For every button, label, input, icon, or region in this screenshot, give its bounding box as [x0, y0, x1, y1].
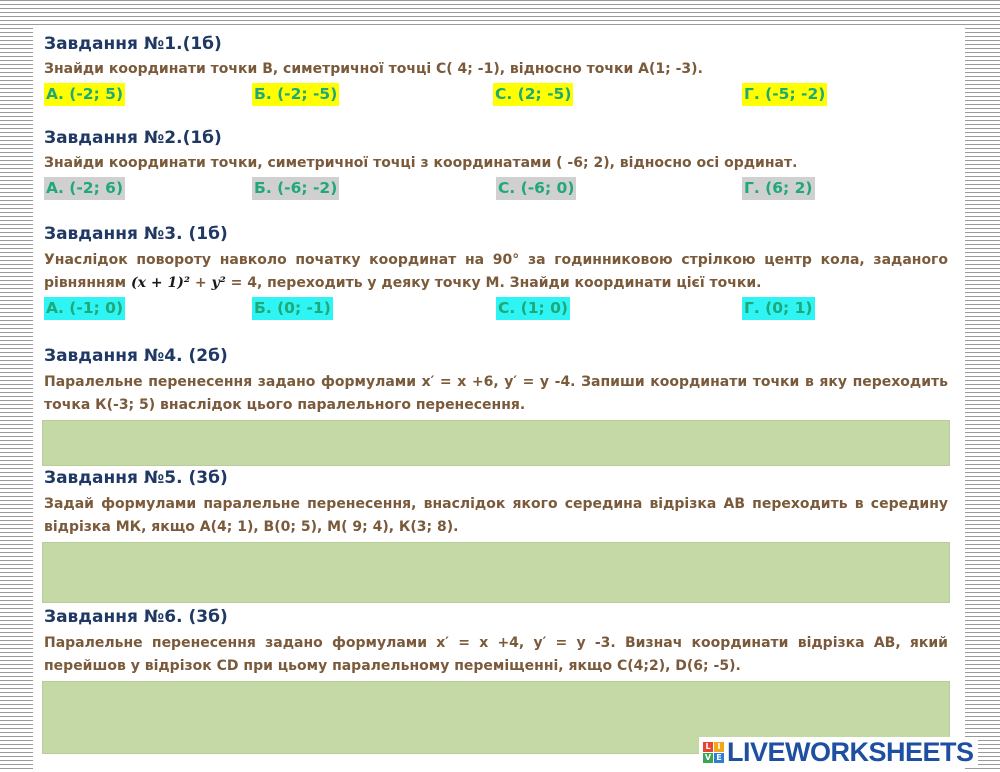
task-5-title: Завдання №5. (3б): [44, 468, 228, 488]
task-3-option-c[interactable]: С. (1; 0): [496, 297, 570, 320]
task-5-text: Задай формулами паралельне перенесення, внаслідок якого середина відрізка АВ переходить в середину відрізка МК, якщо А(4; 1), В(0; 5), М( 9; 4), К(3; 8).: [44, 496, 948, 535]
task-1-option-a[interactable]: А. (-2; 5): [44, 83, 125, 106]
task-5-answer-field[interactable]: [42, 542, 950, 603]
task-1-option-b[interactable]: Б. (-2; -5): [252, 83, 339, 106]
task-2-option-d[interactable]: Г. (6; 2): [742, 177, 815, 200]
task-3-text-before: Унаслідок повороту навколо початку координат на 90° за годинниковою стрілкою центр кола, заданого рівнянням: [44, 252, 948, 291]
task-1: [44, 33, 948, 107]
task-1-option-c[interactable]: С. (2; -5): [493, 83, 573, 106]
task-1-title: Завдання №1.(1б): [44, 34, 222, 54]
task-6-text: Паралельне перенесення задано формулами x′ = x +4, y′ = y -3. Визнач координати відрізка АВ, який перейшов у відрізок СD при цьому паралельному переміщенні, якщо С(4;2), D(6; -5).: [44, 635, 948, 674]
task-4-title: Завдання №4. (2б): [44, 346, 228, 366]
task-3-title: Завдання №3. (1б): [44, 224, 228, 244]
task-4: [44, 345, 948, 417]
task-2: [44, 127, 948, 201]
task-4-text: Паралельне перенесення задано формулами x′ = x +6, y′ = y -4. Запиши координати точки в яку переходить точка К(-3; 5) внаслідок цього паралельного перенесення.: [44, 374, 948, 413]
liveworksheets-logo: [699, 737, 978, 767]
task-3-option-a[interactable]: А. (-1; 0): [44, 297, 125, 320]
task-2-option-c[interactable]: С. (-6; 0): [496, 177, 576, 200]
logo-blocks-icon: L I V E: [703, 742, 724, 763]
task-3-option-d[interactable]: Г. (0; 1): [742, 297, 815, 320]
task-1-text: Знайди координати точки В, симетричної точці С( 4; -1), відносно точки А(1; -3).: [44, 61, 703, 77]
logo-text: LIVEWORKSHEETS: [727, 736, 974, 767]
task-2-options: [44, 177, 948, 201]
task-3: [44, 223, 948, 321]
task-1-option-d[interactable]: Г. (-5; -2): [742, 83, 827, 106]
task-2-text: Знайди координати точки, симетричної точці з координатами ( -6; 2), відносно осі ординат.: [44, 155, 798, 171]
task-3-text: [44, 249, 948, 295]
task-5: [44, 467, 948, 539]
task-3-text-after: = 4, переходить у деяку точку М. Знайди координати цієї точки.: [225, 275, 762, 291]
task-4-answer-field[interactable]: [42, 420, 950, 466]
task-2-option-b[interactable]: Б. (-6; -2): [252, 177, 339, 200]
task-6: [44, 606, 948, 678]
task-1-options: [44, 83, 948, 107]
task-6-title: Завдання №6. (3б): [44, 607, 228, 627]
task-2-title: Завдання №2.(1б): [44, 128, 222, 148]
task-3-equation-b: y²: [211, 275, 226, 291]
task-3-option-b[interactable]: Б. (0; -1): [252, 297, 333, 320]
task-3-equation-plus: +: [189, 275, 212, 291]
task-2-option-a[interactable]: А. (-2; 6): [44, 177, 125, 200]
task-3-options: [44, 297, 948, 321]
task-3-equation-a: (x + 1)²: [131, 275, 190, 291]
